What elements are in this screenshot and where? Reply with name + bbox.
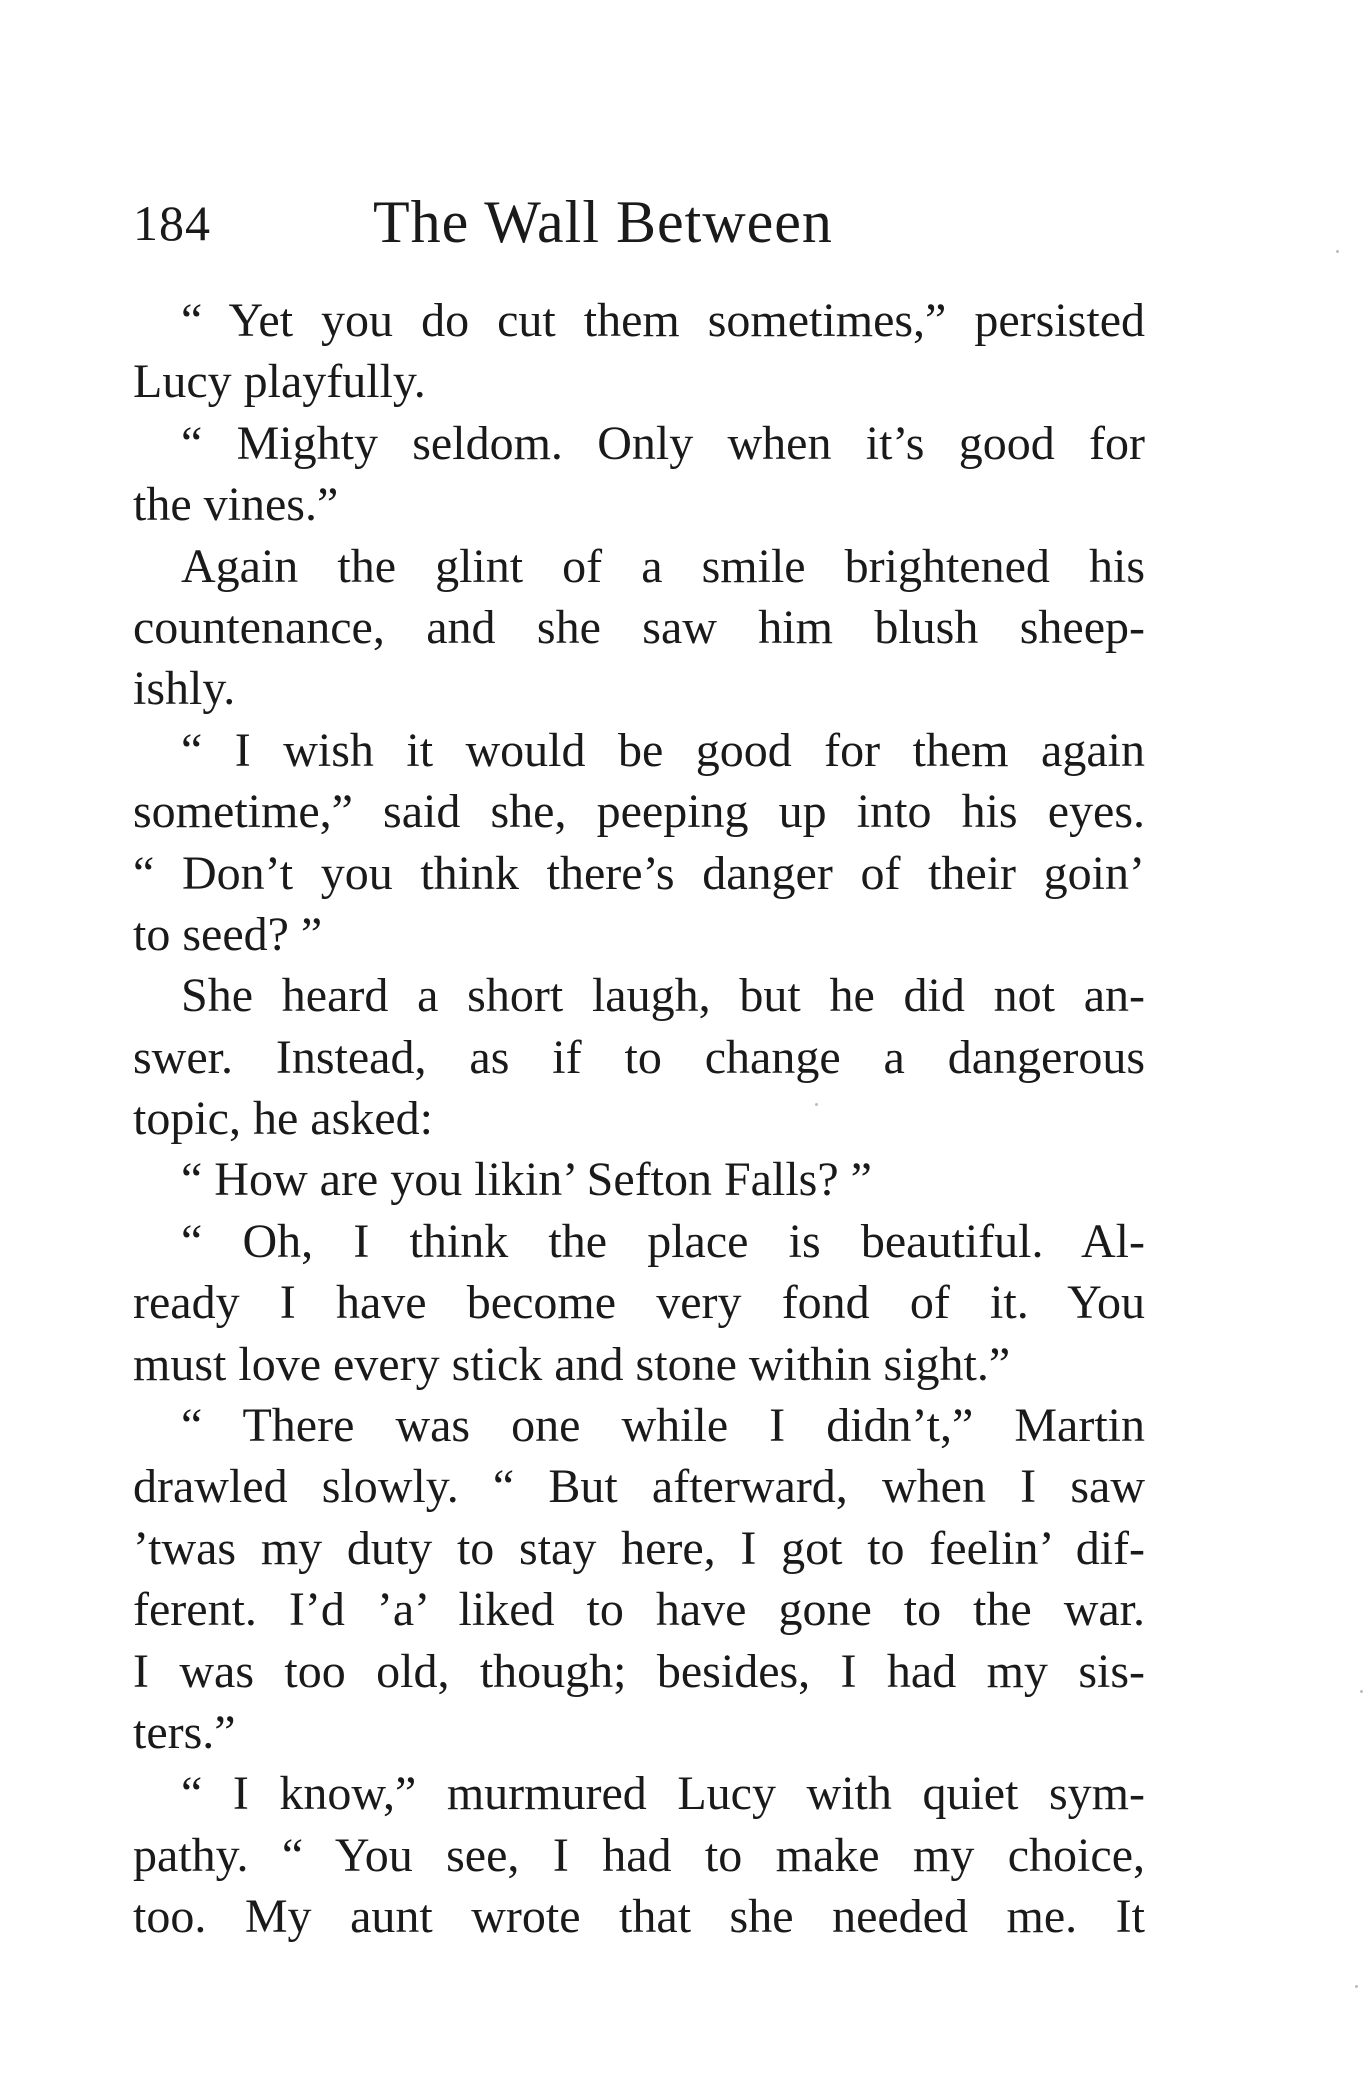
text-line: ishly. — [133, 662, 236, 716]
running-title: The Wall Between — [373, 189, 833, 255]
text-line: drawled slowly. “ But afterward, when I saw — [133, 1460, 1145, 1514]
text-line: topic, he asked: — [133, 1092, 433, 1146]
text-line: “ How are you likin’ Sefton Falls? ” — [181, 1153, 872, 1207]
text-line: must love every stick and stone within sight.” — [133, 1337, 1011, 1391]
text-line: “ Yet you do cut them sometimes,” persisted — [181, 294, 1145, 347]
text-line: She heard a short laugh, but he did not an- — [181, 969, 1145, 1023]
scan-speck — [815, 1103, 818, 1106]
text-line: Lucy playfully. — [133, 355, 426, 409]
scan-speck — [1360, 1690, 1363, 1693]
scan-speck — [1336, 250, 1339, 253]
text-line: countenance, and she saw him blush sheep- — [133, 600, 1145, 654]
text-line: ferent. I’d ’a’ liked to have gone to the war. — [133, 1583, 1145, 1637]
text-line: sometime,” said she, peeping up into his eyes. — [133, 785, 1145, 839]
text-line: I was too old, though; besides, I had my sis- — [133, 1644, 1145, 1698]
text-line: too. My aunt wrote that she needed me. It — [133, 1890, 1145, 1944]
page-number: 184 — [133, 195, 211, 251]
text-line: “ Oh, I think the place is beautiful. Al- — [181, 1214, 1145, 1268]
text-line: “ Don’t you think there’s danger of their goin’ — [133, 846, 1145, 900]
text-line: “ Mighty seldom. Only when it’s good for — [181, 416, 1145, 470]
text-line: ters.” — [133, 1705, 236, 1759]
text-line: “ I wish it would be good for them again — [181, 723, 1145, 777]
text-line: ready I have become very fond of it. You — [133, 1276, 1145, 1330]
text-line: swer. Instead, as if to change a dangerous — [133, 1030, 1145, 1084]
text-line: Again the glint of a smile brightened his — [181, 539, 1145, 593]
page-header — [133, 188, 1183, 268]
scan-speck — [1355, 1985, 1358, 1988]
text-line: “ I know,” murmured Lucy with quiet sym- — [181, 1767, 1145, 1821]
body-text — [133, 290, 1145, 1948]
text-line: “ There was one while I didn’t,” Martin — [181, 1399, 1145, 1453]
text-line: ’twas my duty to stay here, I got to feelin’ dif- — [133, 1521, 1145, 1575]
text-line: to seed? ” — [133, 907, 323, 961]
text-line: pathy. “ You see, I had to make my choice, — [133, 1828, 1145, 1882]
text-line: the vines.” — [133, 478, 339, 532]
